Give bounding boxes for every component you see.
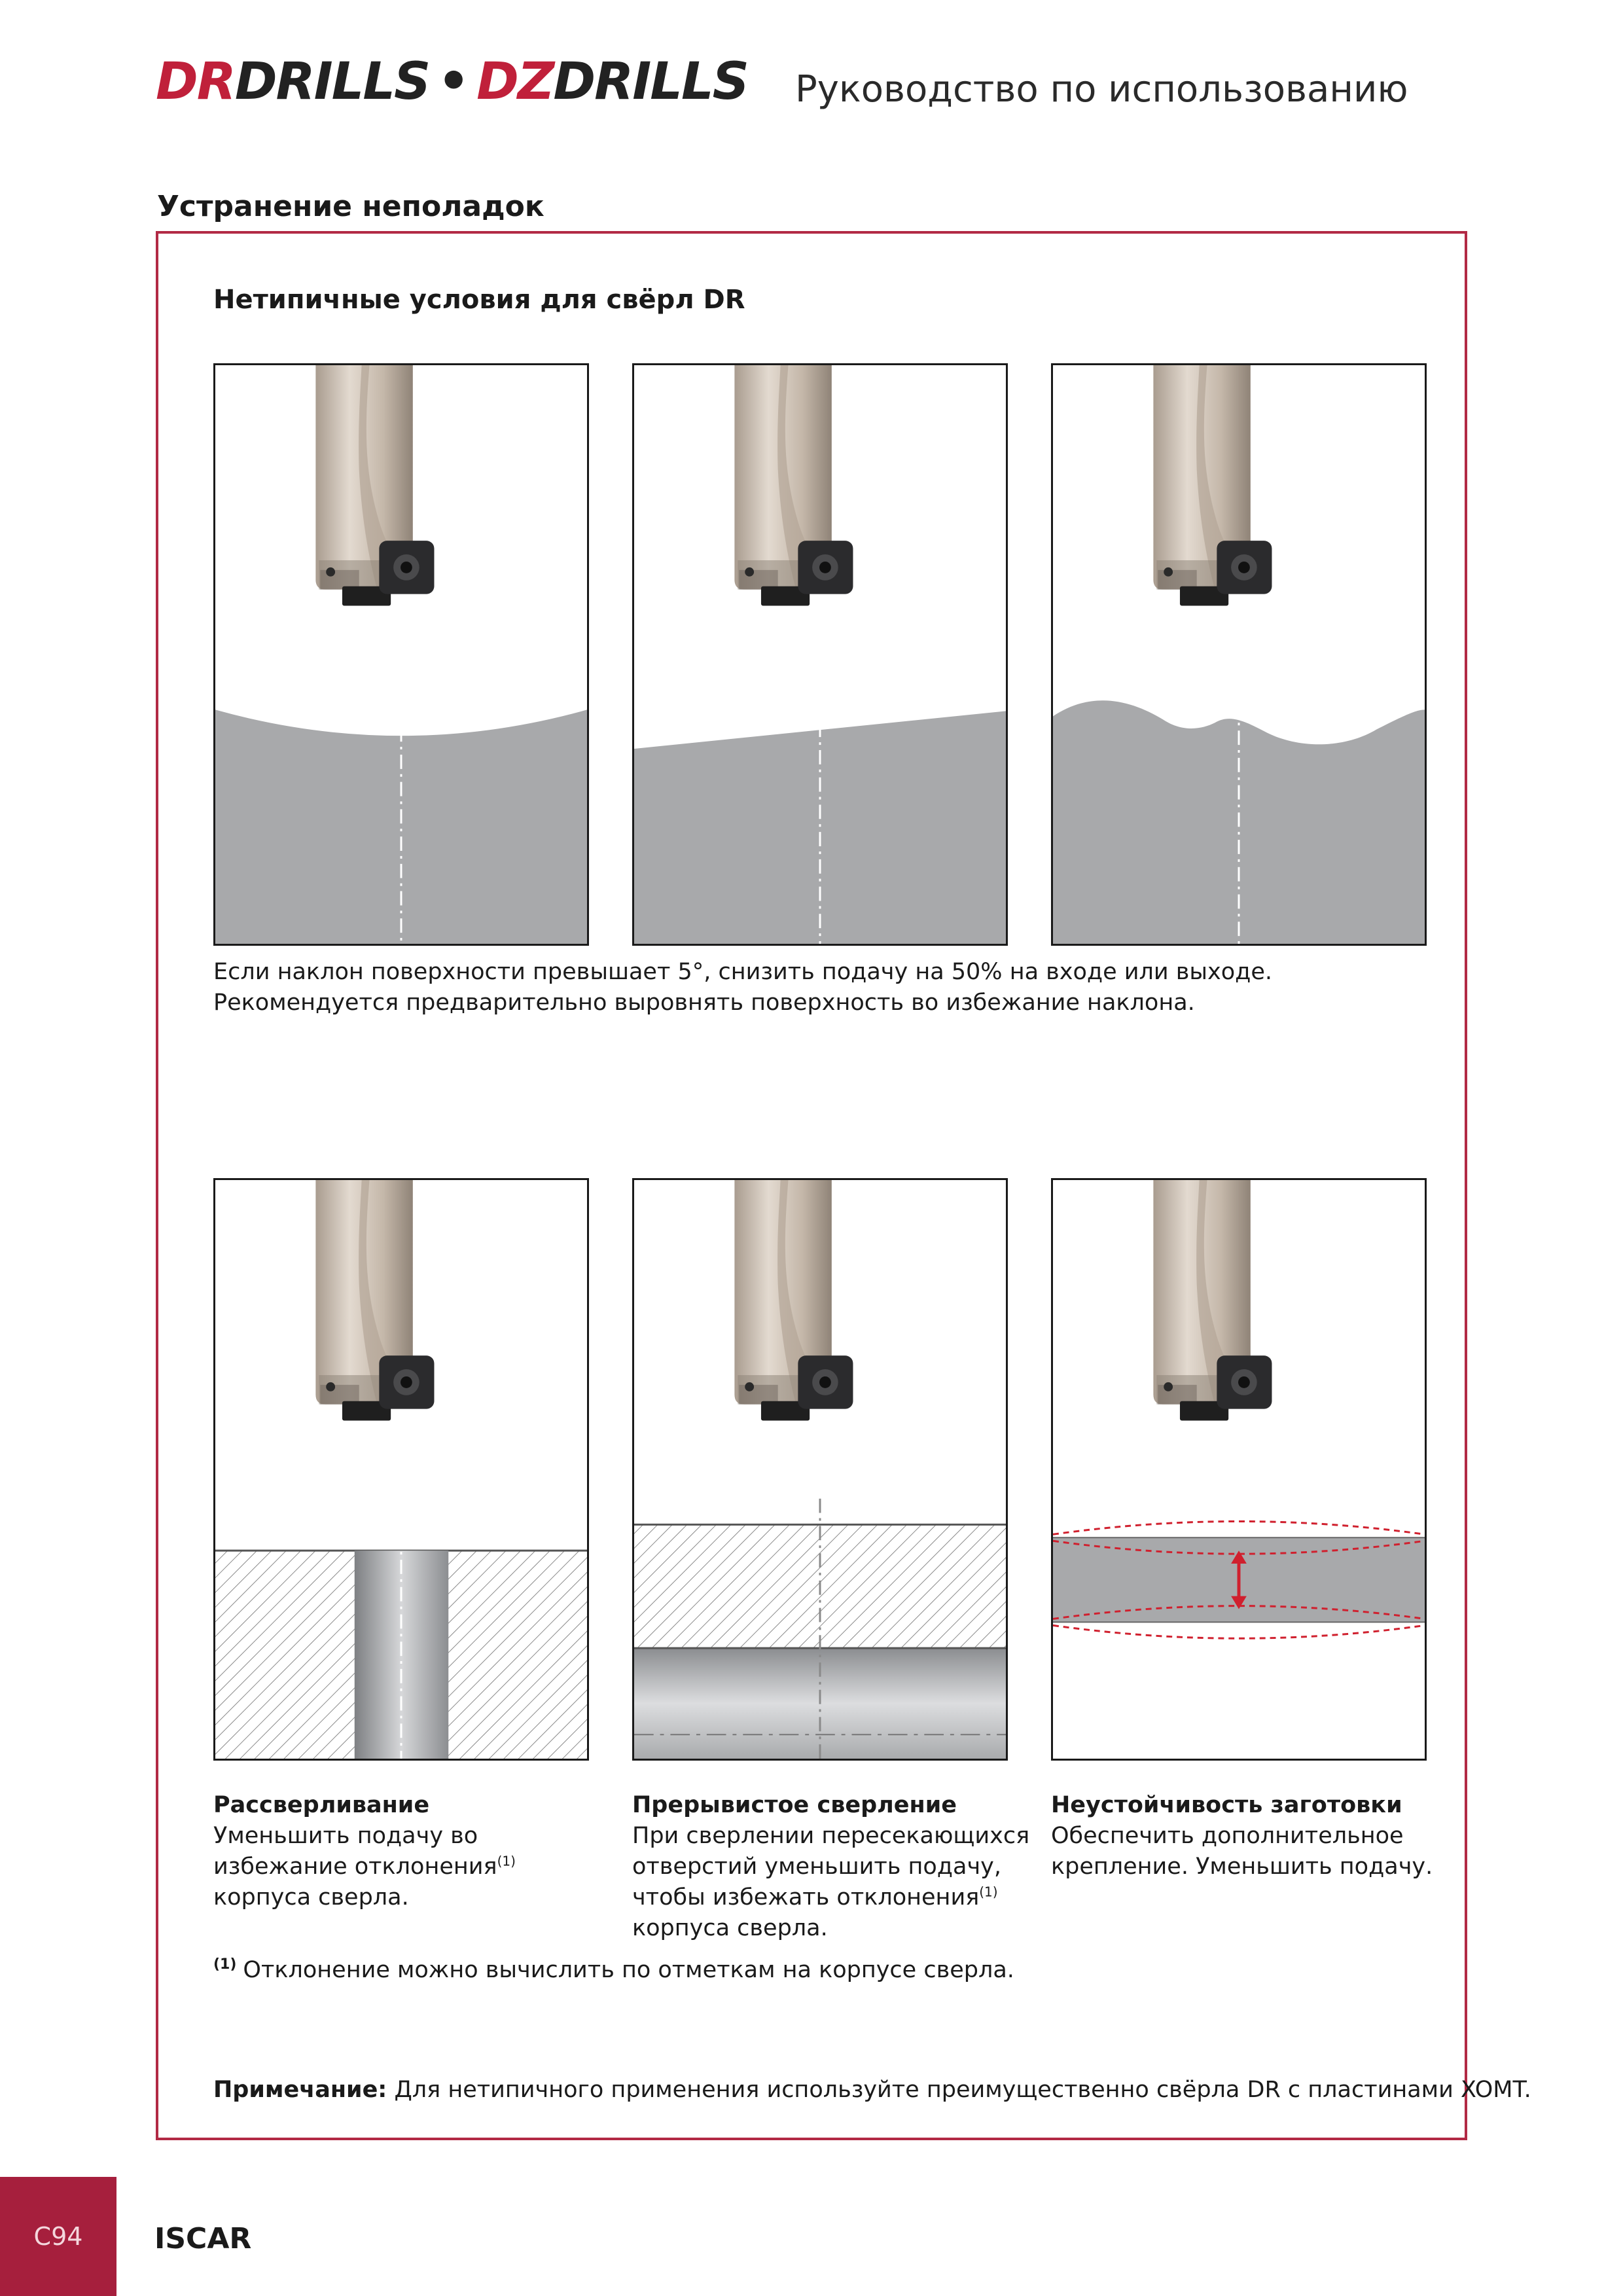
inclined-surface-figure — [632, 363, 1008, 946]
interrupted-drilling-figure — [632, 1178, 1008, 1761]
unstable-workpiece-figure — [1051, 1178, 1427, 1761]
note-label: Примечание: — [213, 2077, 387, 2103]
convex-surface-figure — [213, 363, 589, 946]
caption-interrupted-line-3: чтобы избежать отклонения — [632, 1884, 980, 1910]
caption-interrupted-drilling — [632, 1790, 1029, 1944]
logo-dz: DZ — [476, 52, 554, 111]
footnote-mark: (1) — [213, 1956, 237, 1973]
footnote-ref-1: (1) — [497, 1853, 516, 1869]
footnote — [213, 1957, 1014, 1983]
caption-counterboring-title: Рассверливание — [213, 1792, 430, 1818]
note — [213, 2077, 1531, 2103]
caption-unstable-title: Неустойчивость заготовки — [1051, 1792, 1402, 1818]
logo-separator: • — [437, 52, 469, 111]
surface-text-line-2: Рекомендуется предварительно выровнять поверхность во избежание наклона. — [213, 990, 1195, 1016]
note-text: Для нетипичного применения используйте преимущественно свёрла DR с пластинами XOMT. — [394, 2077, 1531, 2103]
header-title: Руководство по использованию — [795, 68, 1408, 111]
brand-iscar: ISCAR — [154, 2222, 252, 2255]
subsection-title: Нетипичные условия для свёрл DR — [213, 285, 745, 315]
footnote-ref-2: (1) — [979, 1884, 998, 1900]
page-number-tab — [0, 2177, 116, 2296]
page-number: C94 — [33, 2222, 83, 2251]
wavy-surface-figure — [1051, 363, 1427, 946]
caption-unstable-workpiece — [1051, 1790, 1433, 1882]
logo-drills-2: DRILLS — [553, 52, 748, 111]
caption-interrupted-line-1: При сверлении пересекающихся — [632, 1823, 1030, 1849]
footnote-text: Отклонение можно вычислить по отметкам на корпусе сверла. — [243, 1957, 1014, 1983]
caption-interrupted-line-2: отверстий уменьшить подачу, — [632, 1854, 1001, 1880]
logo-drills-1: DRILLS — [234, 52, 430, 111]
drdrills-dzdrills-logo — [156, 52, 748, 111]
caption-interrupted-title: Прерывистое сверление — [632, 1792, 957, 1818]
section-title: Устранение неполадок — [157, 190, 544, 223]
caption-unstable-line-2: крепление. Уменьшить подачу. — [1051, 1854, 1433, 1880]
caption-counterboring-line-3: корпуса сверла. — [213, 1884, 409, 1910]
caption-counterboring-line-2-wrap — [213, 1852, 516, 1882]
logo-dr: DR — [156, 52, 235, 111]
caption-unstable-line-1: Обеспечить дополнительное — [1051, 1823, 1404, 1849]
surface-text-line-1: Если наклон поверхности превышает 5°, снизить подачу на 50% на входе или выходе. — [213, 959, 1272, 985]
counterboring-figure — [213, 1178, 589, 1761]
caption-counterboring-line-1: Уменьшить подачу во — [213, 1823, 478, 1849]
caption-counterboring-line-2: избежание отклонения — [213, 1854, 497, 1880]
caption-interrupted-line-3-wrap — [632, 1882, 1029, 1913]
caption-interrupted-line-4: корпуса сверла. — [632, 1915, 828, 1941]
caption-counterboring — [213, 1790, 516, 1913]
surface-inclination-text — [213, 957, 1272, 1018]
